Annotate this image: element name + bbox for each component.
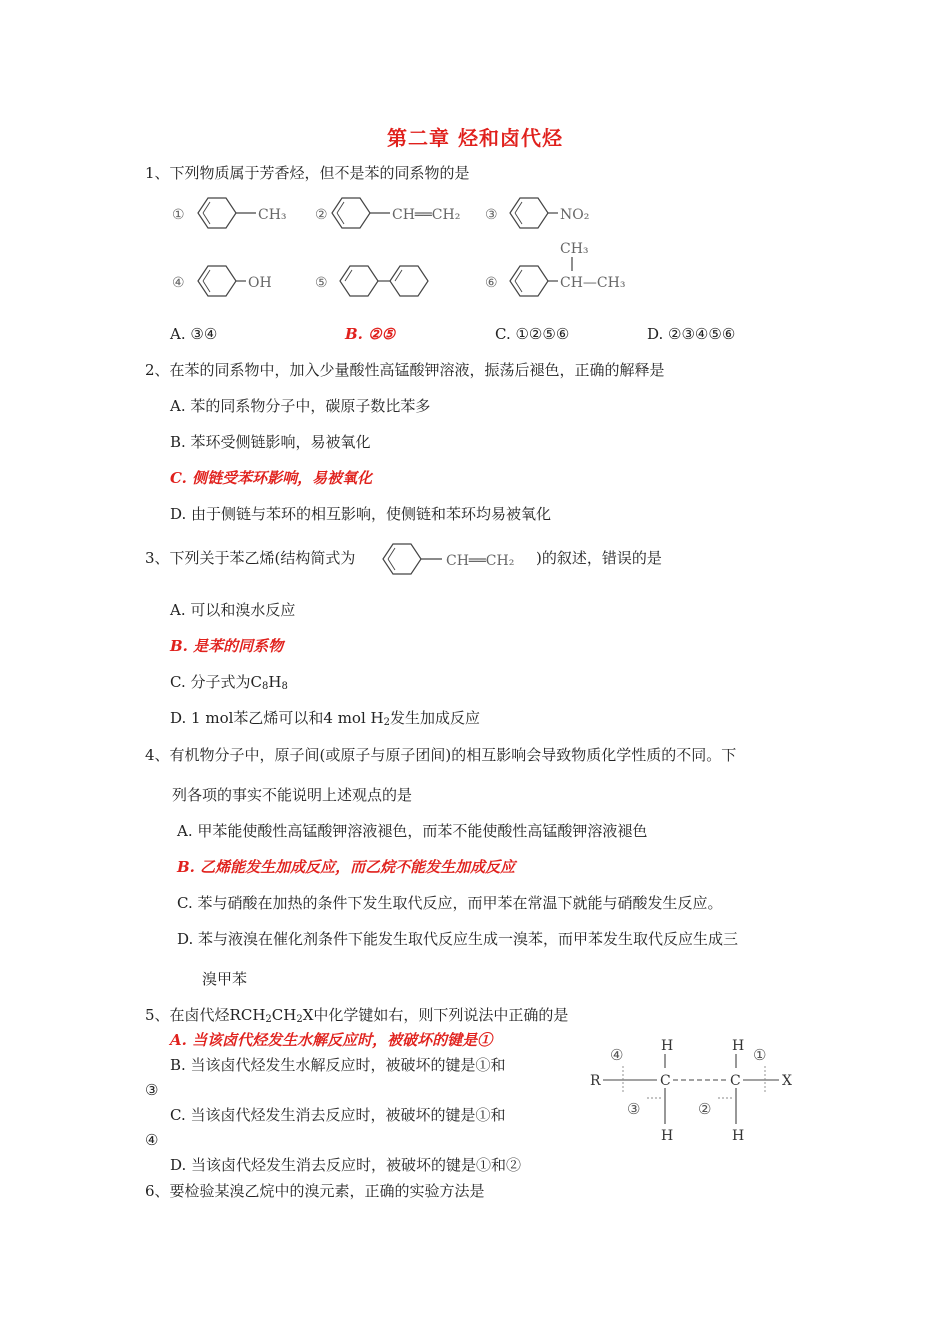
q3-option-c: C. 分子式为$C_8H_8$ bbox=[170, 673, 288, 692]
q2-option-c: C. 侧链受苯环影响，易被氧化 bbox=[170, 469, 373, 487]
q2-stem: 2、在苯的同系物中，加入少量酸性高锰酸钾溶液，振荡后褪色，正确的解释是 bbox=[145, 361, 665, 379]
q3-stem-pre: 3、下列关于苯乙烯(结构简式为 bbox=[145, 549, 356, 567]
q1-mol1-group: CH₃ bbox=[258, 207, 287, 223]
q3-styrene-structure bbox=[378, 538, 538, 580]
q1-mol5-num: ⑤ bbox=[315, 275, 328, 291]
q4-stem-line1: 4、有机物分子中，原子间(或原子与原子团间)的相互影响会导致物质化学性质的不同。下 bbox=[145, 746, 737, 764]
q3-option-a: A. 可以和溴水反应 bbox=[170, 601, 296, 619]
q5-stem: 5、在卤代烃$RCH_2CH_2X$中化学键如右，则下列说法中正确的是 bbox=[145, 1006, 569, 1025]
q3-option-b: B. 是苯的同系物 bbox=[170, 637, 284, 655]
q2-option-d: D. 由于侧链与苯环的相互影响，使侧链和苯环均易被氧化 bbox=[170, 505, 552, 523]
q1-option-b: B. ②⑤ bbox=[345, 325, 396, 343]
q1-option-d: D. ②③④⑤⑥ bbox=[647, 325, 736, 343]
page-title: 第二章 烃和卤代烃 bbox=[387, 126, 563, 150]
q5-diagram-h-top2: H bbox=[732, 1038, 745, 1054]
q4-option-d-line2: 溴甲苯 bbox=[202, 970, 248, 988]
q4-option-b: B. 乙烯能发生加成反应，而乙烷不能发生加成反应 bbox=[177, 858, 516, 876]
q3-stem-post: )的叙述，错误的是 bbox=[536, 549, 662, 567]
q1-option-a: A. ③④ bbox=[170, 325, 218, 343]
q4-stem-line2: 列各项的事实不能说明上述观点的是 bbox=[172, 786, 413, 804]
q5-diagram-h-bot2: H bbox=[732, 1128, 745, 1144]
q5-diagram-h-top1: H bbox=[661, 1038, 674, 1054]
q5-option-b: B. 当该卤代烃发生水解反应时，被破坏的键是①和 bbox=[170, 1056, 506, 1074]
q5-diagram-num2: ② bbox=[698, 1100, 712, 1118]
q1-mol4-group: OH bbox=[248, 275, 272, 291]
q5-option-d: D. 当该卤代烃发生消去反应时，被破坏的键是①和② bbox=[170, 1156, 522, 1174]
q2-option-b: B. 苯环受侧链影响，易被氧化 bbox=[170, 433, 371, 451]
q2-option-a: A. 苯的同系物分子中，碳原子数比苯多 bbox=[170, 397, 431, 415]
q1-mol3-num: ③ bbox=[485, 207, 498, 223]
q4-option-a: A. 甲苯能使酸性高锰酸钾溶液褪色，而苯不能使酸性高锰酸钾溶液褪色 bbox=[177, 822, 648, 840]
q1-stem: 1、下列物质属于芳香烃，但不是苯的同系物的是 bbox=[145, 164, 470, 182]
q1-mol1-num: ① bbox=[172, 207, 185, 223]
q1-mol4-num: ④ bbox=[172, 275, 185, 291]
q6-stem: 6、要检验某溴乙烷中的溴元素，正确的实验方法是 bbox=[145, 1182, 485, 1200]
q4-option-c: C. 苯与硝酸在加热的条件下发生取代反应，而甲苯在常温下就能与硝酸发生反应。 bbox=[177, 894, 723, 912]
q1-mol6-group: CH—CH₃ bbox=[560, 275, 626, 291]
q3-styrene-group: CH══CH₂ bbox=[446, 553, 515, 569]
q1-mol6-num: ⑥ bbox=[485, 275, 498, 291]
q5-diagram-r: R bbox=[590, 1073, 601, 1089]
q1-option-c: C. ①②⑤⑥ bbox=[495, 325, 570, 343]
q5-option-b-wrap: ③ bbox=[145, 1081, 159, 1099]
q5-diagram-num4: ④ bbox=[610, 1046, 624, 1064]
q5-option-c-wrap: ④ bbox=[145, 1131, 159, 1149]
q4-option-d: D. 苯与液溴在催化剂条件下能发生取代反应生成一溴苯，而甲苯发生取代反应生成三 bbox=[177, 930, 739, 948]
q5-diagram-c1: C bbox=[660, 1073, 671, 1089]
q5-option-c: C. 当该卤代烃发生消去反应时，被破坏的键是①和 bbox=[170, 1106, 506, 1124]
q3-option-d: D. 1 mol苯乙烯可以和4 mol $H_2$发生加成反应 bbox=[170, 709, 480, 728]
q5-diagram-x: X bbox=[782, 1073, 792, 1089]
q5-bond-diagram bbox=[585, 1030, 810, 1148]
q5-diagram-c2: C bbox=[730, 1073, 741, 1089]
q5-diagram-num1: ① bbox=[753, 1046, 767, 1064]
q5-diagram-num3: ③ bbox=[627, 1100, 641, 1118]
q5-option-a: A. 当该卤代烃发生水解反应时，被破坏的键是① bbox=[170, 1031, 493, 1049]
q5-diagram-h-bot1: H bbox=[661, 1128, 674, 1144]
q1-mol2-num: ② bbox=[315, 207, 328, 223]
q1-mol2-group: CH══CH₂ bbox=[392, 207, 461, 223]
q1-structures bbox=[160, 193, 640, 308]
q1-mol6-top: CH₃ bbox=[560, 241, 589, 257]
q1-mol3-group: NO₂ bbox=[560, 207, 590, 223]
